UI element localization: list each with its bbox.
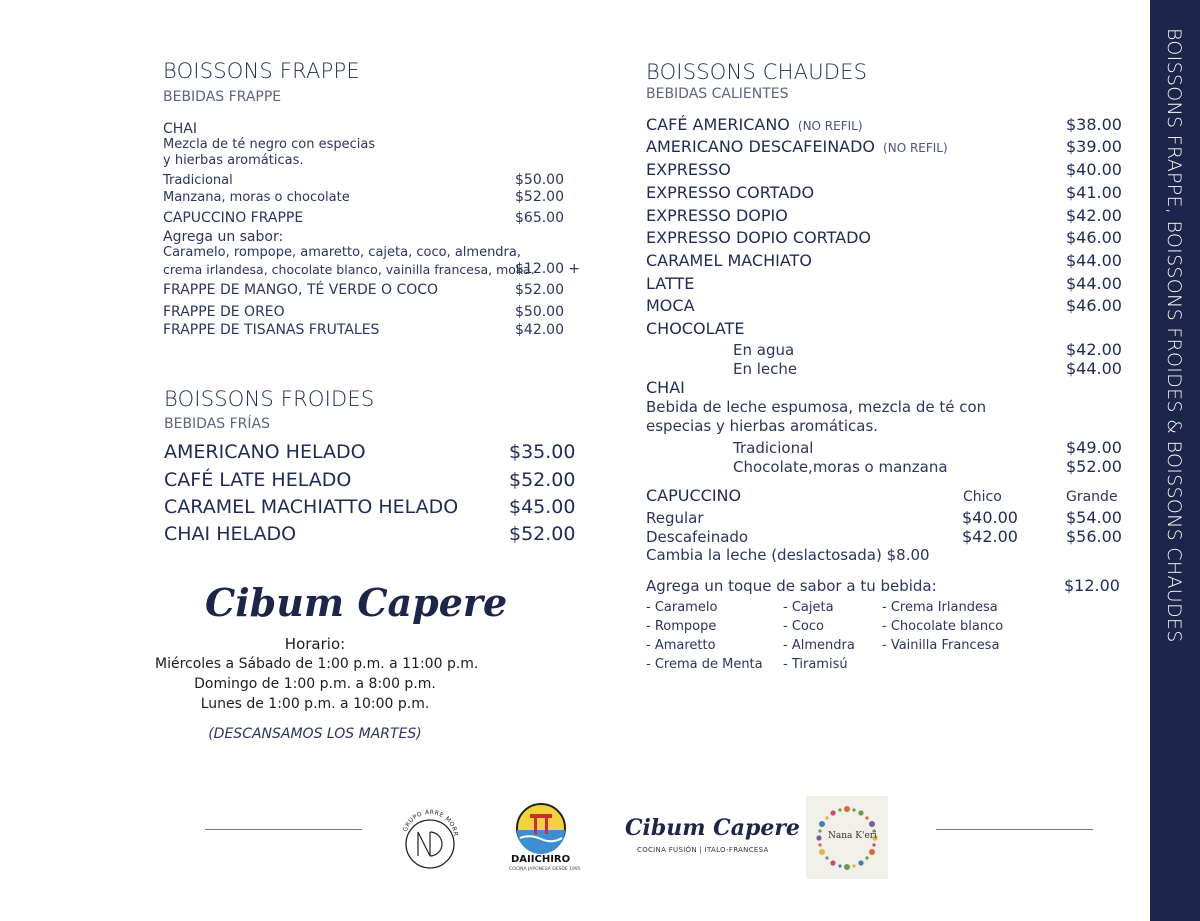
grupo-arre-morras-logo: [396, 802, 464, 870]
daiichiro-logo-icon: [510, 802, 572, 854]
chaudes-item-name: EXPRESSO CORTADO: [646, 183, 815, 202]
chaudes-item-price: $46.00: [1066, 228, 1122, 247]
hours-line: Miércoles a Sábado de 1:00 p.m. a 11:00 p.m.: [155, 656, 479, 672]
frappe-title: BOISSONS FRAPPE: [163, 59, 360, 83]
nana-keri-logo: [806, 796, 888, 879]
frappe-chai-desc-2: y hierbas aromáticas.: [163, 153, 304, 168]
footer-divider-right: [936, 829, 1093, 830]
froides-title: BOISSONS FROIDES: [164, 387, 375, 411]
hours-line: Lunes de 1:00 p.m. a 10:00 p.m.: [200, 696, 430, 712]
chocolate-option-price: $44.00: [1066, 359, 1122, 378]
sidebar-title: BOISSONS FRAPPE, BOISSONS FROIDES & BOISSONS CHAUDES: [1163, 28, 1185, 643]
frappe-flavor-price: $12.00 +: [515, 261, 581, 277]
capuccino-name: CAPUCCINO: [646, 486, 742, 505]
froides-subtitle: BEBIDAS FRÍAS: [164, 416, 271, 432]
frappe-item-name: CAPUCCINO FRAPPE: [163, 210, 304, 226]
capuccino-milk-note: Cambia la leche (deslactosada) $8.00: [646, 546, 930, 564]
daiichiro-logo: [509, 802, 581, 874]
frappe-item-name: Manzana, moras o chocolate: [163, 190, 350, 205]
chaudes-item-name: CARAMEL MACHIATO: [646, 251, 812, 270]
frappe-item-name: FRAPPE DE MANGO, TÉ VERDE O COCO: [163, 282, 439, 298]
chaudes-item-note: (NO REFIL): [797, 119, 863, 133]
chaudes-item-price: $44.00: [1066, 274, 1122, 293]
chaudes-item-price: $41.00: [1066, 183, 1122, 202]
chaudes-item-name: EXPRESSO: [646, 160, 731, 179]
chocolate-name: CHOCOLATE: [646, 319, 745, 338]
svg-text:GRUPO ARRE MORRAS: [396, 802, 459, 837]
flavors-title: Agrega un toque de sabor a tu bebida:: [646, 577, 937, 595]
capuccino-row-small: $40.00: [962, 508, 1018, 527]
capuccino-row-name: Regular: [646, 509, 704, 527]
chaudes-item-name: LATTE: [646, 274, 695, 293]
chocolate-option-name: En leche: [733, 360, 798, 378]
cibum-footer-subtitle: COCINA FUSIÓN | ITALO-FRANCESA: [637, 846, 769, 854]
chaudes-item-price: $40.00: [1066, 160, 1122, 179]
closed-note: (DESCANSAMOS LOS MARTES): [208, 726, 422, 742]
chai-desc-2: especias y hierbas aromáticas.: [646, 417, 879, 435]
frappe-item-name: FRAPPE DE OREO: [163, 304, 285, 320]
flavor-item: - Rompope: [646, 619, 717, 634]
froides-item-price: $52.00: [509, 523, 576, 545]
daiichiro-logo-subtext: COCINA JAPONESA DESDE 1995: [509, 867, 581, 872]
capuccino-col-large: Grande: [1066, 489, 1118, 505]
chai-name: CHAI: [646, 378, 685, 397]
froides-item-name: CAFÉ LATE HELADO: [164, 469, 352, 491]
froides-item-price: $52.00: [509, 469, 576, 491]
frappe-item-price: $50.00: [515, 304, 564, 320]
capuccino-row-large: $56.00: [1066, 527, 1122, 546]
frappe-item-price: $50.00: [515, 172, 564, 188]
chaudes-subtitle: BEBIDAS CALIENTES: [646, 86, 789, 102]
frappe-subtitle: BEBIDAS FRAPPE: [163, 89, 282, 105]
grupo-logo-icon: [396, 802, 464, 870]
frappe-flavor-line-1: Caramelo, rompope, amaretto, cajeta, coco, almendra,: [163, 245, 522, 260]
chaudes-item-name: MOCA: [646, 296, 695, 315]
chai-desc-1: Bebida de leche espumosa, mezcla de té con: [646, 398, 987, 416]
hours-title: Horario:: [284, 635, 346, 653]
capuccino-row-large: $54.00: [1066, 508, 1122, 527]
nana-keri-text: Nana K'eri: [828, 831, 877, 841]
chai-option-name: Chocolate,moras o manzana: [733, 458, 948, 476]
frappe-chai-name: CHAI: [163, 121, 198, 137]
frappe-item-price: $52.00: [515, 189, 564, 205]
frappe-item-name: Tradicional: [163, 173, 233, 188]
frappe-flavor-line-2: crema irlandesa, chocolate blanco, vainilla francesa, moka.: [163, 262, 535, 277]
flavor-item: - Tiramisú: [783, 657, 848, 672]
frappe-item-name: FRAPPE DE TISANAS FRUTALES: [163, 322, 380, 338]
froides-item-price: $35.00: [509, 441, 576, 463]
grupo-logo-text: GRUPO ARRE MORR: [401, 808, 459, 837]
froides-item-name: CARAMEL MACHIATTO HELADO: [164, 496, 459, 518]
chaudes-title: BOISSONS CHAUDES: [646, 60, 868, 84]
chaudes-item-name: AMERICANO DESCAFEINADO (NO REFIL): [646, 137, 948, 156]
flavor-item: - Crema de Menta: [646, 657, 763, 672]
chaudes-item-price: $42.00: [1066, 206, 1122, 225]
chaudes-item-name: CAFÉ AMERICANO (NO REFIL): [646, 115, 863, 134]
chai-option-price: $52.00: [1066, 457, 1122, 476]
hours-line: Domingo de 1:00 p.m. a 8:00 p.m.: [194, 676, 436, 692]
frappe-item-price: $65.00: [515, 210, 564, 226]
chaudes-item-price: $39.00: [1066, 137, 1122, 156]
chocolate-option-price: $42.00: [1066, 340, 1122, 359]
froides-item-name: CHAI HELADO: [164, 523, 297, 545]
flavor-item: - Vainilla Francesa: [882, 638, 1000, 653]
froides-item-price: $45.00: [509, 496, 576, 518]
frappe-item-price: $42.00: [515, 322, 564, 338]
chaudes-item-price: $46.00: [1066, 296, 1122, 315]
chocolate-option-name: En agua: [733, 341, 795, 359]
sidebar-banner: [1150, 0, 1200, 921]
flavor-item: - Crema Irlandesa: [882, 600, 998, 615]
flavor-item: - Almendra: [783, 638, 855, 653]
capuccino-col-small: Chico: [963, 489, 1002, 505]
flavor-item: - Cajeta: [783, 600, 834, 615]
chaudes-item-note: (NO REFIL): [883, 141, 948, 155]
frappe-item-price: $52.00: [515, 282, 564, 298]
frappe-flavor-title: Agrega un sabor:: [163, 229, 284, 245]
flavor-item: - Amaretto: [646, 638, 716, 653]
daiichiro-logo-text: DAIICHIRO: [511, 854, 571, 865]
footer-divider-left: [205, 829, 362, 830]
chaudes-item-name: EXPRESSO DOPIO: [646, 206, 788, 225]
cibum-footer-logo: Cibum Capere: [625, 815, 800, 841]
chaudes-item-price: $44.00: [1066, 251, 1122, 270]
frappe-chai-desc-1: Mezcla de té negro con especias: [163, 137, 376, 152]
chai-option-price: $49.00: [1066, 438, 1122, 457]
chaudes-item-name: EXPRESSO DOPIO CORTADO: [646, 228, 872, 247]
chai-option-name: Tradicional: [733, 439, 814, 457]
chaudes-item-price: $38.00: [1066, 115, 1122, 134]
froides-item-name: AMERICANO HELADO: [164, 441, 366, 463]
restaurant-logo-script: Cibum Capere: [205, 580, 508, 625]
flavors-price: $12.00: [1064, 576, 1120, 595]
flavor-item: - Coco: [783, 619, 824, 634]
capuccino-row-name: Descafeinado: [646, 528, 749, 546]
capuccino-row-small: $42.00: [962, 527, 1018, 546]
flavor-item: - Chocolate blanco: [882, 619, 1004, 634]
flavor-item: - Caramelo: [646, 600, 718, 615]
